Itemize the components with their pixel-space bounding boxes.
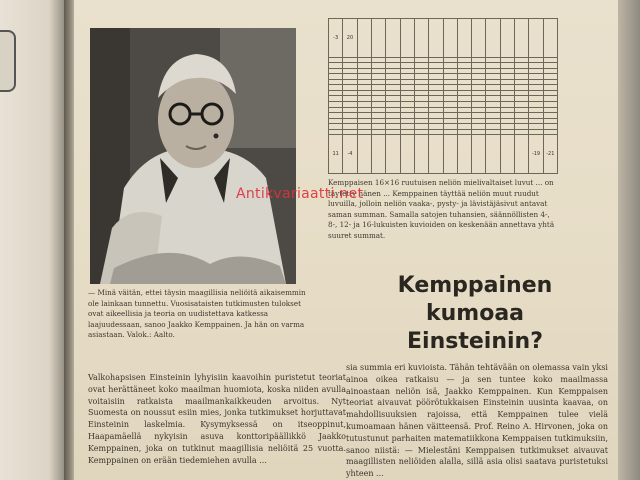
grid-cell: 11 [329,135,343,174]
grid-cell [386,19,400,58]
grid-cell [400,135,414,174]
grid-cell [515,19,529,58]
right-page-edge [618,0,640,480]
grid-cell: 20 [343,19,357,58]
grid-cell [414,19,428,58]
grid-cell [486,135,500,174]
grid-cell [472,19,486,58]
grid-cell [371,135,385,174]
left-page-edge [0,0,70,480]
grid-row [329,19,558,58]
headline-line-1: Kemppainen [397,273,553,298]
article-column-2 [346,362,608,480]
grid-cell [400,19,414,58]
grid-cell [543,19,557,58]
column-2-text: sia summia eri kuvioista. Tähän tehtävään on olemassa vain yksi ainoa oikea ratkaisu — ja sen tuntee koko maailmassa ainoastaan neliön isä, Jaakko Kemppainen. Kun Kemppaisen teoriat aivauvat pöörötukkaisen Einsteinin uusinta kaavaa, on mahdollisuuksien rajoissa, että Kemppainen tulee vielä kumoamaan hänen väitteensä. Prof. Reino A. Hirvonen, joka on tutustunut parhaiten matematiikkona Kemppaisen tutkimuksiin, sanoo niistä: — Mielestäni Kemppaisen tutkimukset aivauvat maagillisten neliöiden alalla, sillä asia olisi saatava puristetuksi yhteen ... [346,363,608,479]
headline-line-2: kumoaa Einsteinin? [407,301,543,354]
magic-square-grid [328,18,558,174]
binder-ring [0,30,16,92]
grid-cell [486,19,500,58]
grid-cell [429,135,443,174]
grid-cell [357,135,371,174]
photo-caption: — Minä väitän, ettei täysin maagillisia neliöitä aikaisemmin ole lainkaan tunnettu. Vuosisataisten tutkimusten tulokset ovat aikeellisia ja teoria on uudistettava katkessa laajuudessaan, sanoo Jaakko Kemppainen. Ja hän on varma asiastaan. Valok.: Aalto. [88,288,306,340]
article-headline [360,272,590,356]
grid-cell [500,135,514,174]
grid-cell [386,135,400,174]
watermark-text: Antikvariaatti.net [236,186,364,202]
grid-cell [515,135,529,174]
grid-cell: -21 [543,135,557,174]
grid-cell [457,19,471,58]
column-1-text: Valkohapsisen Einsteinin lyhyisiin kaavoihin puristetut teoriat ovat herättäneet koko maailman huomiota, koska niiden avulla voitaisiin ratkaista maailmankaikkeuden arvoitus. Nyt Suomesta on noussut esiin mies, jonka tutkimukset horjuttavat Einsteinin laskelmia. Kysymyksessä on itseoppinut, Haapamäellä nykyisin asuva konttoripäällikkö Jaakko Kemppainen, joka on tutkinut maagillisia neliöitä 25 vuotta. Kemppainen on erään tiedemiehen avulla ... [88,373,346,465]
grid-cell [443,19,457,58]
grid-row [329,135,558,174]
magazine-page [74,0,618,480]
portrait-photo-image [90,28,296,284]
grid-cell [443,135,457,174]
grid-cell [357,19,371,58]
grid-cell [500,19,514,58]
grid-cell: -3 [329,19,343,58]
article-column-1 [88,372,346,466]
grid-caption: Kemppaisen 16×16 ruutuisen neliön mielivaltaiset luvut ... on täytetty hänen ... Kemppainen täyttää neliön muut ruudut luvuilla, jolloin neliön vaaka-, pysty- ja lävistäjäsivut antavat saman summan. Samalla satojen tuhansien, säännöllisten 4-, 8-, 12- ja 16-lukuisten kuvioiden on keskenään annettava yhtä suuret summat. [328,178,555,240]
grid-cell [529,19,543,58]
grid-cell: -4 [343,135,357,174]
grid-cell: -19 [529,135,543,174]
portrait-photo [90,28,296,284]
grid-cell [371,19,385,58]
grid-cell [429,19,443,58]
grid-cell [472,135,486,174]
grid-cell [414,135,428,174]
magic-square-table [328,18,558,174]
grid-cell [457,135,471,174]
